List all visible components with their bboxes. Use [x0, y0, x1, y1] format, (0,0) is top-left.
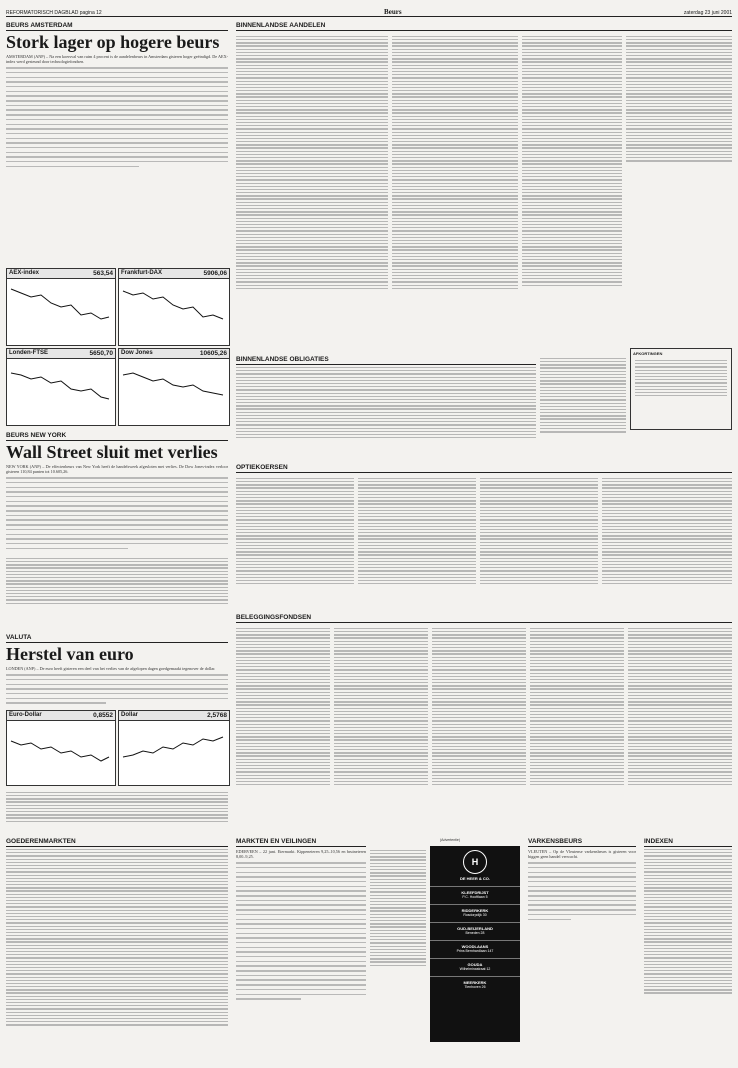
advert-office-address: Rosdorpdijk 30 [463, 913, 487, 917]
advert-office-address: Prins Bernhardlaan 147 [456, 949, 494, 953]
chart-aex [6, 268, 116, 346]
opties-table-1 [236, 476, 354, 586]
aandelen-table-2 [392, 34, 518, 291]
optiekoersen [236, 464, 732, 475]
article-lead-amsterdam: AMSTERDAM (ANP) – Na een koersval van ruim 4 procent is de aandelenbeurs in Amsterdam gisteren hoger geëindigd. De AEX-index werd gesteund door technologiefondsen. [6, 54, 228, 64]
page-section-title: Beurs [384, 8, 402, 16]
article-body-amsterdam [6, 67, 228, 167]
afkortingen-box [630, 348, 732, 430]
headline-valuta: Herstel van euro [6, 644, 134, 664]
chart-title: Dollar [121, 712, 139, 718]
fondsen-table-4 [530, 626, 624, 787]
chart-dax [118, 268, 230, 346]
section-title-aandelen: BINNENLANDSE AANDELEN [236, 22, 732, 31]
chart-line [7, 359, 113, 417]
chart-line [119, 721, 227, 777]
markten-veilingen [236, 838, 366, 1003]
article-body-newyork [6, 477, 228, 549]
opties-table-3 [480, 476, 598, 586]
section-title-obligaties: BINNENLANDSE OBLIGATIES [236, 356, 536, 365]
headline-newyork: Wall Street sluit met verlies [6, 442, 218, 462]
advert-office-name: RIDDERKERK [461, 908, 489, 913]
advert-office-address: Wilhelminastraat 12 [459, 967, 491, 971]
fondsen-table-3 [432, 626, 526, 787]
afkortingen-list [635, 360, 727, 396]
markten-column-2 [370, 848, 426, 968]
section-title-newyork: BEURS NEW YORK [6, 432, 228, 441]
chart-ftse [6, 348, 116, 426]
chart-dollar [118, 710, 230, 786]
advert-office-address: Beneden 28 [465, 931, 485, 935]
chart-value: 5906,06 [203, 270, 227, 277]
binnenland-obligaties [236, 356, 536, 440]
section-title-fondsen: BELEGGINGSFONDSEN [236, 614, 732, 623]
section-title-opties: OPTIEKOERSEN [236, 464, 732, 473]
advert-office-name: OUD-BEIJERLAND [457, 926, 493, 931]
chart-line [7, 279, 113, 337]
chart-title: AEX-index [9, 270, 40, 276]
chart-value: 2,5768 [207, 712, 227, 719]
fondsen-table-1 [236, 626, 330, 787]
valuta-table [6, 790, 228, 824]
aandelen-table-1 [236, 34, 388, 291]
page-date: zaterdag 23 juni 2001 [683, 10, 732, 16]
section-title-amsterdam: BEURS AMSTERDAM [6, 22, 228, 31]
advert-logo: H [463, 850, 487, 874]
chart-title: Frankfurt-DAX [121, 270, 163, 276]
aandelen-table-4 [626, 34, 732, 163]
chart-line [119, 359, 227, 417]
advert-office-name: WOODLAANS [461, 944, 489, 949]
chart-title: Londen-FTSE [9, 350, 48, 356]
aandelen-table-3 [522, 34, 622, 288]
newyork-article [6, 432, 228, 552]
chart-value: 10605,26 [199, 350, 227, 357]
obligaties-table [236, 367, 536, 438]
article-lead-valuta: LONDEN (ANP) – De euro heeft gisteren een deel van het verlies van de afgelopen dagen goedgemaakt tegenover de dollar. [6, 666, 216, 671]
section-title-markten: MARKTEN EN VEILINGEN [236, 838, 366, 847]
article-body-varkens [528, 862, 636, 920]
advert-office-name: GOUDA [467, 962, 483, 967]
section-title-varkens: VARKENSBEURS [528, 838, 636, 847]
opties-table-4 [602, 476, 732, 586]
advert-office-address: P.C. Hooftlaan 5 [462, 895, 488, 899]
article-body-valuta [6, 674, 228, 704]
article-body-markten [236, 862, 366, 999]
fondsen-table-5 [628, 626, 732, 787]
chart-title: Dow Jones [121, 350, 153, 356]
advert-office-name: KLEEFDRIJST [461, 890, 489, 895]
advert-office-address: Tienhoven 26 [464, 985, 486, 989]
page-header [6, 6, 732, 17]
chart-value: 0,8552 [93, 712, 113, 719]
chart-line [119, 279, 227, 337]
chart-value: 5650,70 [89, 350, 113, 357]
chart-line [7, 721, 113, 777]
section-title-valuta: VALUTA [6, 634, 228, 643]
valuta-article [6, 634, 228, 707]
varkensbeurs [528, 838, 636, 923]
obligaties-table-2 [540, 356, 626, 434]
section-title-goederen: GOEDERENMARKTEN [6, 838, 228, 847]
chart-title: Euro-Dollar [9, 712, 42, 718]
indexen-table [644, 849, 732, 994]
article-lead-newyork: NEW YORK (ANP) – De effectenbeurs van New York heeft de handelsweek afgesloten met verlies. De Dow Jones-index verloor gisteren 110,84 punten tot 10.605,26. [6, 464, 228, 474]
opties-table-2 [358, 476, 476, 586]
headline-amsterdam: Stork lager op hogere beurs [6, 32, 220, 52]
afkortingen-title: AFKORTINGEN [633, 351, 663, 356]
advert-company: DE HEER & CO. [459, 876, 490, 881]
advertisement [430, 846, 520, 1042]
article-lead-markten: EDERVEEN – 22 juni. Eiermarkt. Kippeneieren 9,25–10,56 en bruineieren 8,00–9,25. [236, 849, 366, 859]
section-title-indexen: INDEXEN [644, 838, 732, 847]
advert-office-name: MEERKERK [463, 980, 487, 985]
newyork-table [6, 556, 228, 606]
goederen-table [6, 849, 228, 1026]
chart-value: 563,54 [93, 270, 113, 277]
beleggingsfondsen [236, 614, 732, 625]
goederen-section [6, 838, 228, 1028]
paper-name: REFORMATORISCH DAGBLAD pagina 12 [6, 10, 102, 16]
indexen [644, 838, 732, 996]
amsterdam-article [6, 22, 228, 170]
article-lead-varkens: VLEUTEN – Op de Vleutense varkensbeurs is gisteren voor biggen geen handel verwacht. [528, 849, 636, 859]
fondsen-table-2 [334, 626, 428, 787]
binnenland-aandelen [236, 22, 732, 33]
chart-eurodollar [6, 710, 116, 786]
chart-dow [118, 348, 230, 426]
advert-label: (Advertentie) [440, 838, 461, 842]
